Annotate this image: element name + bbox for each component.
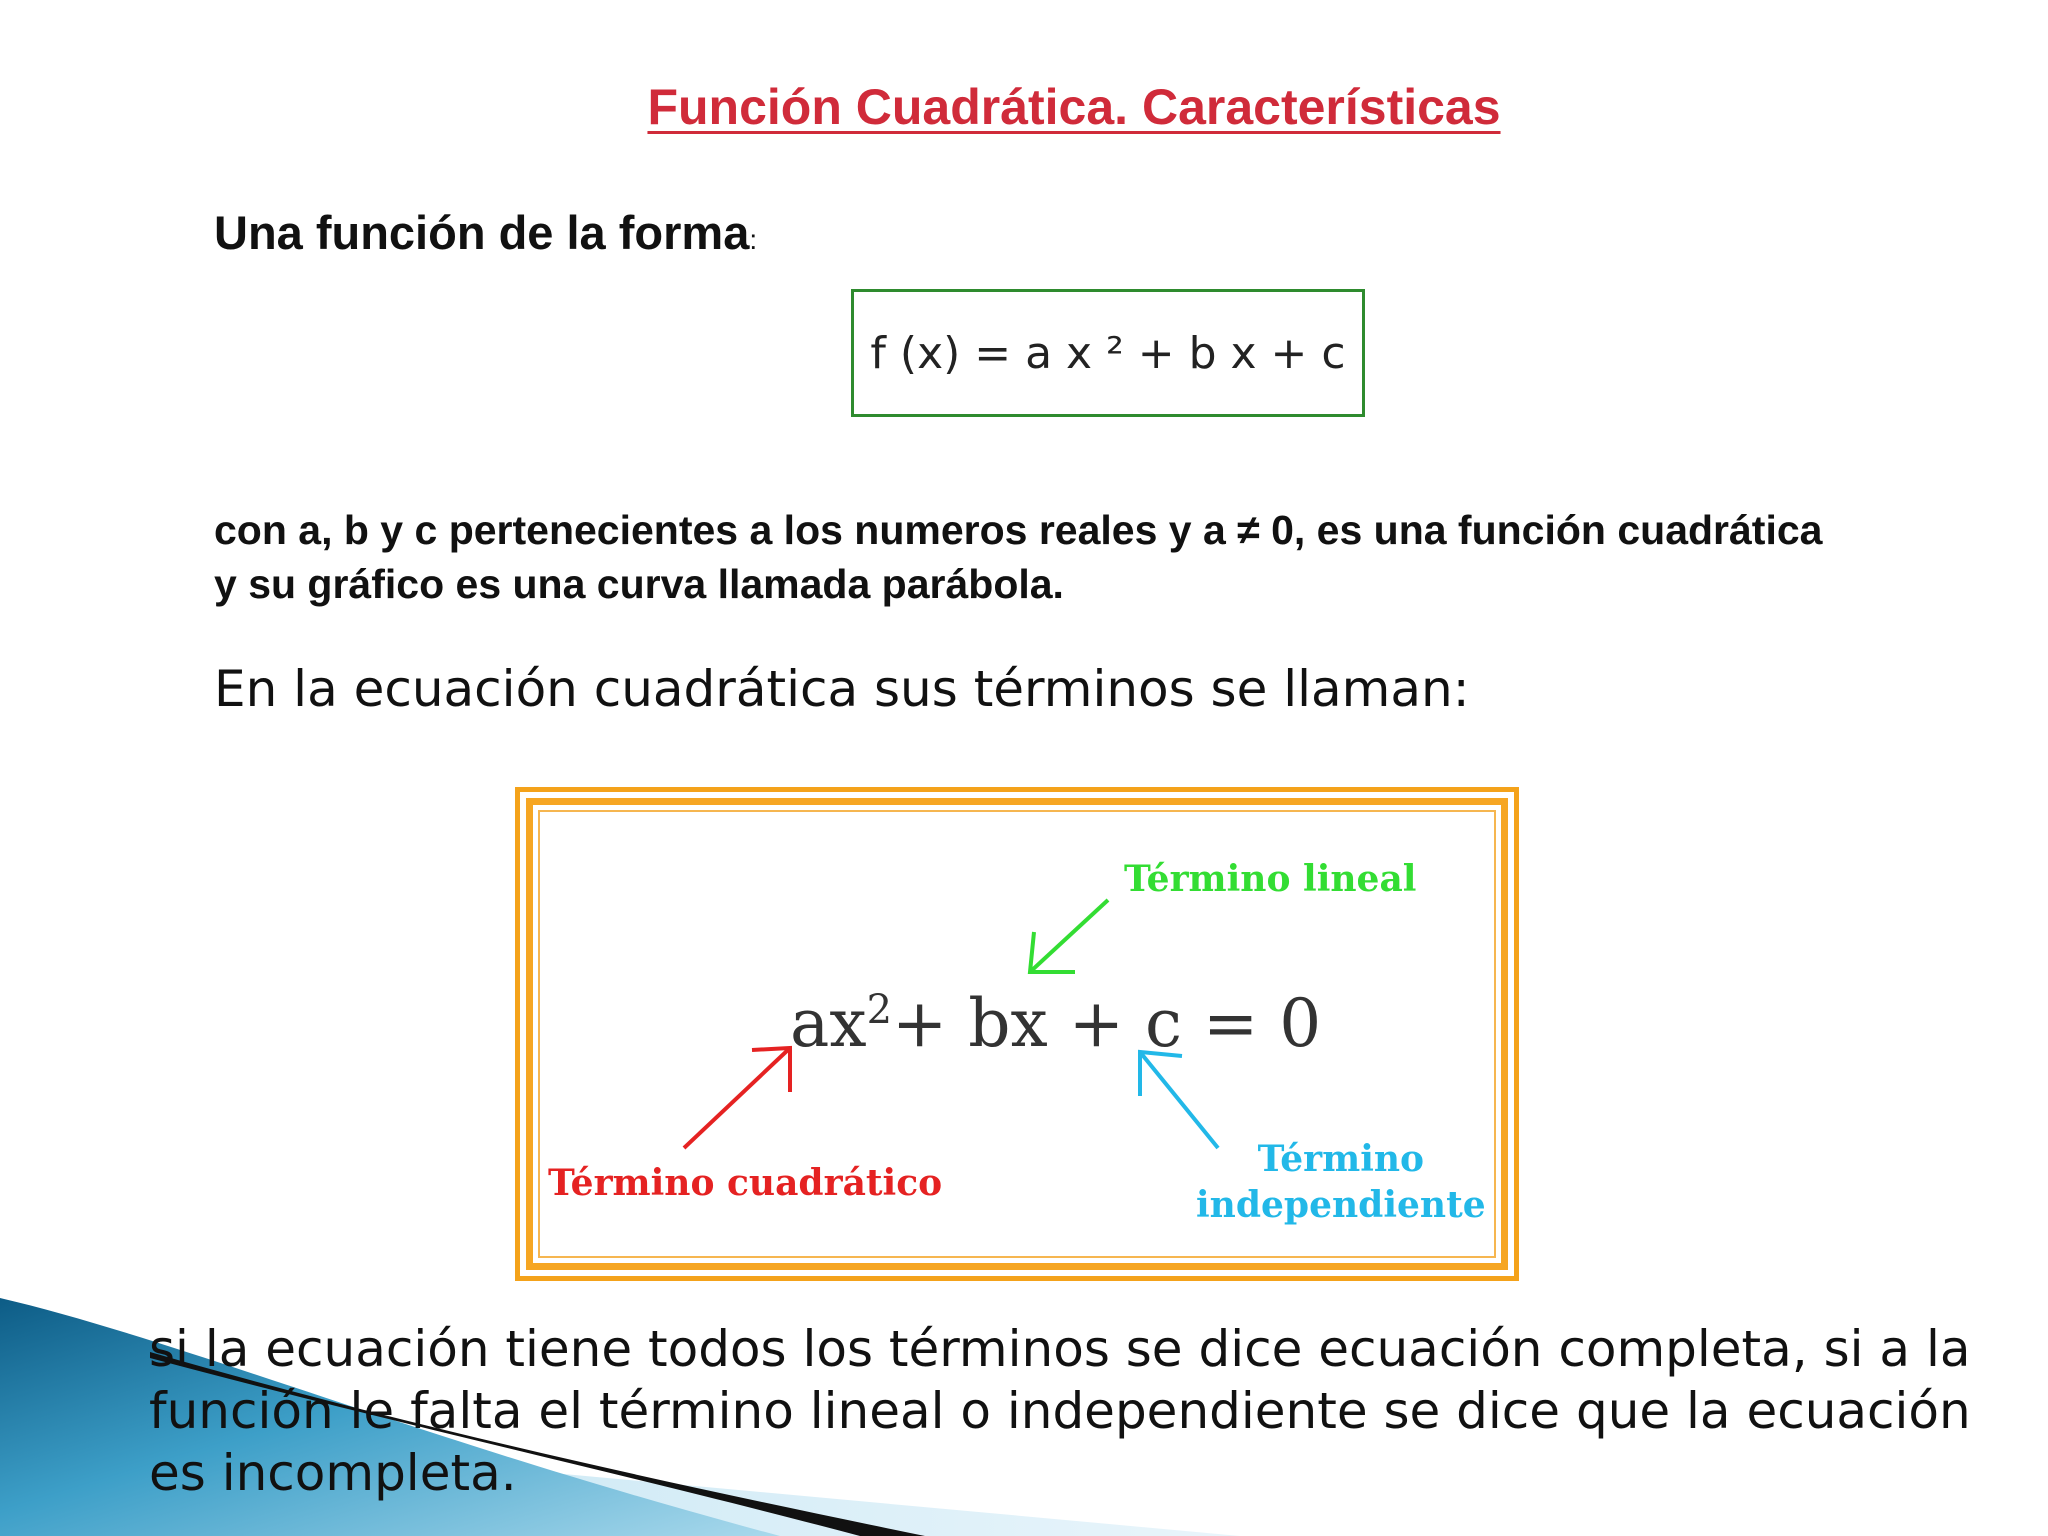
formula-text: f (x) = a x ² + b x + c — [870, 327, 1346, 379]
slide-title: Función Cuadrática. Características — [647, 79, 1501, 135]
intro-label: Una función de la forma — [214, 206, 750, 259]
intro-colon: : — [749, 224, 758, 255]
equation-exponent: 2 — [866, 987, 893, 1033]
label-independiente-line1: Término — [1257, 1138, 1425, 1180]
completeness-paragraph: si la ecuación tiene todos los términos se dice ecuación completa, si a la función le falta el término lineal o independiente se dice que la ecuación es incompleta. — [149, 1320, 1971, 1502]
equation-rest: + bx + c = 0 — [892, 985, 1322, 1062]
terms-subheading: En la ecuación cuadrática sus términos se llaman: — [214, 660, 1470, 718]
label-termino-cuadratico: Término cuadrático — [548, 1162, 943, 1204]
definition-paragraph: con a, b y c pertenecientes a los numeros reales y a ≠ 0, es una función cuadrática y su gráfico es una curva llamada parábola. — [214, 507, 1823, 607]
label-termino-lineal: Término lineal — [1124, 858, 1417, 900]
label-independiente-line2: independiente — [1196, 1184, 1486, 1226]
equation-base: ax — [790, 985, 867, 1062]
